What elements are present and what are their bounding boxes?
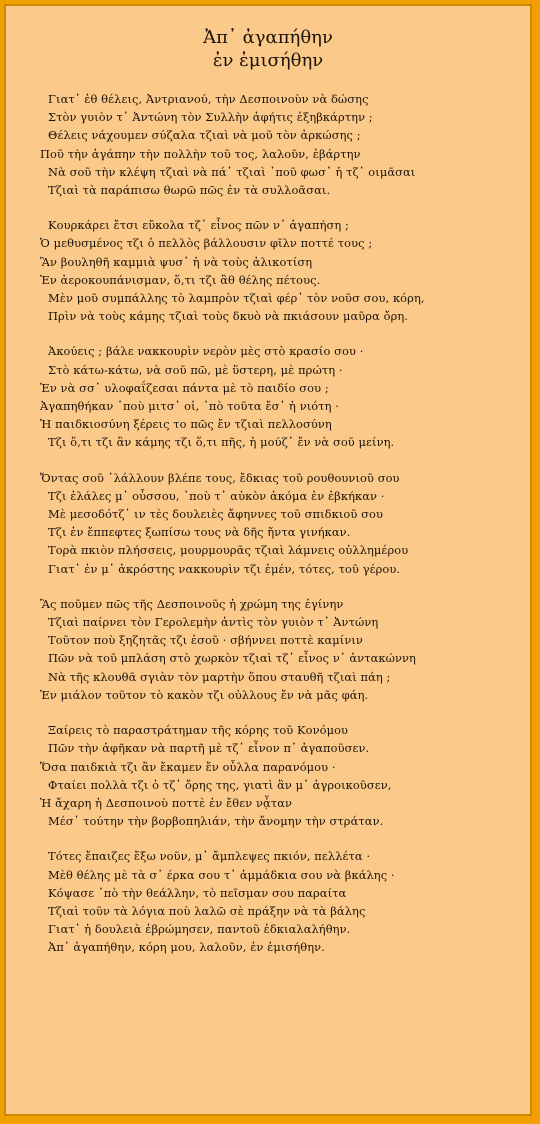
verse-line: Θέλεις νάχουμεν σύζαλα τζιαὶ νὰ μοῦ τὸν ἀρκώσης ;	[48, 128, 361, 143]
verse-line: Πῶν τὴν ἀφῆκαν νὰ παρτῆ μὲ τζ᾽ εἶνον π᾽ ἀγαποῦσεν.	[48, 741, 370, 756]
stanza-7	[6, 847, 530, 956]
verse-line: Ἀπ᾽ ἀγαπήθην, κόρη μου, λαλοῦν, ἐν ἐμισήθην.	[48, 940, 325, 955]
verse-line: Φταίει πολλὰ τζι ὁ τζ᾽ ὄρης της, γιατὶ ἂν μ᾽ ἀγροικοῦσεν,	[48, 777, 392, 792]
verse-line: Γιατ᾽ ἐθ θέλεις, Ἀντριανού, τὴν Δεσποινοὺν νὰ δώσης	[48, 92, 369, 106]
poem-page	[6, 6, 530, 1114]
verse-line: Κουρκάρει ἔτσι εὔκολα τζ᾽ εἶνος πῶν ν᾽ ἀγαπήση ;	[48, 218, 349, 233]
verse-line: Στὸν γυιὸν τ᾽ Ἀντώνη τὸν Συλλὴν ἀφήτις ἐξηβκάρτην ;	[48, 110, 373, 125]
verse-line: Γιατ᾽ ἡ δουλειὰ ἐβρώμησεν, παντοῦ ἐδκιαλαλήθην.	[48, 922, 351, 937]
verse-line: Γιατ᾽ ἐν μ᾽ ἀκρόστης νακκουρὶν τζι ἐμέν, τότες, τοῦ γέρου.	[48, 561, 401, 576]
verse-line: Ἂν βουληθῆ καμμιὰ ψυσ᾽ ἡ νὰ τοὺς ἀλικοτίση	[40, 254, 313, 269]
stanza-4	[6, 469, 530, 578]
verse-line: Τζι ἐν ἔππεφτες ξωπίσω τους νὰ δῆς ἤντα γινήκαν.	[48, 525, 351, 540]
verse-line: Στὸ κάτω-κάτω, νὰ σοῦ πῶ, μὲ ὕστερη, μὲ πρώτη ·	[48, 362, 343, 377]
verse-line: Ἐν νὰ σσ᾽ υλοφαΐζεσαι πάντα μὲ τὸ παιδίο σου ;	[40, 380, 329, 395]
title-line-2: ἐν ἐμισήθην	[212, 50, 324, 71]
verse-line: Τζι ὅ,τι τζι ἂν κάμης τζι ὅ,τι πῆς, ἡ μούζ᾽ ἔν νὰ σοῦ μείνη.	[48, 435, 395, 450]
verse-line: Πρὶν νὰ τοὺς κάμης τζιαὶ τοὺς δκυὸ νὰ πκιάσουν μαῦρα ὄρη.	[48, 309, 409, 324]
verse-line: Νὰ τῆς κλουθᾶ σγιὰν τὸν μαρτὴν ὅπου σταυθῆ τζιαὶ πάη ;	[48, 669, 391, 684]
verse-line: Ὅσα παιδκιὰ τζι ἂν ἔκαμεν ἔν οὖλλα παρανόμου ·	[40, 759, 336, 774]
poem-title	[6, 26, 530, 72]
stanza-5	[6, 595, 530, 704]
verse-line: Μὲθ θέλης μὲ τὰ σ᾽ έρκα σου τ᾽ ἀμμάδκια σου νὰ βκάλης ·	[48, 867, 395, 882]
stanza-1	[6, 90, 530, 199]
verse-line: Ἀκούεις ; βάλε νακκουρὶν νερὸν μὲς στὸ κρασίο σου ·	[48, 344, 364, 359]
verse-line: Πῶν νὰ τοῦ μπλάση στὸ χωρκὸν τζιαὶ τζ᾽ εἶνος ν᾽ ἀντακώννη	[48, 651, 416, 666]
verse-line: Ἡ ἄχαρη ἡ Δεσποινοὺ ποττὲ ἐν ἔθεν νᾆταν	[40, 795, 293, 810]
verse-line: Τότες ἔπαιζες ἔξω νοῦν, μ᾽ ἄμπλεψες πκιόν, πελλέτα ·	[48, 849, 371, 864]
verse-line: Ἀγαπηθήκαν ᾽ποὺ μιτσ᾽ οἱ, ᾽πὸ τοῦτα ἔσ᾽ ἡ νιότη ·	[40, 399, 340, 414]
verse-line: Ποῦ τὴν ἀγάπην τὴν πολλὴν τοῦ τος, λαλοῦν, ἐβάρτην	[40, 146, 361, 161]
verse-line: Ὁ μεθυσμένος τζι ὁ πελλὸς βάλλουσιν φῖλν ποττέ τους ;	[40, 236, 373, 251]
verse-line: Μὲν μοῦ συμπάλλης τὸ λαμπρὸν τζιαὶ φέρ᾽ τὸν νοῦσ σου, κόρη,	[48, 291, 425, 306]
verse-line: Τορὰ πκιὸν πλήσσεις, μουρμουρᾶς τζιαὶ λάμνεις οὐλλημέρου	[48, 543, 409, 558]
poem-body	[6, 90, 530, 957]
verse-line: Τζι ἐλάλες μ᾽ οὖσσου, ᾽ποὺ τ᾽ αὐκὸν ἀκόμα ἐν ἐβκήκαν ·	[48, 488, 385, 503]
verse-line: Τζιαὶ τὰ παράπισω θωρῶ πῶς ἐν τὰ συλλοᾶσαι.	[48, 183, 331, 198]
verse-line: Τζιαὶ παίρνει τὸν Γερολεμὴν ἀντὶς τὸν γυιὸν τ᾽ Ἀντώνη	[48, 615, 379, 630]
stanza-3	[6, 342, 530, 451]
verse-line: Τζιαὶ τοῦν τὰ λόγια ποὺ λαλῶ σὲ πράξην νὰ τὰ βάλης	[48, 903, 366, 918]
stanza-2	[6, 216, 530, 325]
verse-line: Μὲ μεσοδότζ᾽ ιν τὲς δουλειὲς ἄφηννες τοῦ σπιδκιοῦ σου	[48, 507, 383, 522]
stanza-6	[6, 721, 530, 830]
verse-line: Μέσ᾽ τούτην τὴν βορβοπηλιάν, τὴν ἄνομην τὴν στράταν.	[48, 814, 384, 829]
verse-line: Τοῦτον ποὺ ξηζητᾶς τζι ἐσοῦ · σβήννει ποττὲ καμίνιν	[48, 633, 363, 648]
verse-line: Ἡ παιδκιοσύνη ξέρεις το πῶς ἔν τζιαὶ πελλοσύνη	[40, 417, 332, 432]
title-line-1: Ἀπ᾽ ἀγαπήθην	[203, 27, 333, 48]
page-frame	[4, 4, 532, 1116]
verse-line: Νὰ σοῦ τὴν κλέψη τζιαὶ νὰ πά᾽ τζιαὶ ᾽ποῦ φωσ᾽ ἡ τζ᾽ οιμᾶσαι	[48, 164, 416, 179]
verse-line: Ἐν μιάλον τοῦτον τὸ κακὸν τζι οὐλλους ἔν νὰ μᾶς φάη.	[40, 687, 369, 702]
verse-line: Ἂς ποῦμεν πῶς τῆς Δεσποινοῦς ἡ χρώμη της ἐγίνην	[40, 596, 344, 611]
verse-line: Ἐν ἀεροκουπάνισμαν, ὅ,τι τζι ἂθ θέλης πέτους.	[40, 272, 321, 287]
verse-line: Κόψασε ᾽πὸ τὴν θεάλλην, τὸ πεῖσμαν σου παραίτα	[48, 885, 347, 900]
verse-line: Ὄντας σοῦ ᾽λάλλουν βλέπε τους, ἔδκιας τοῦ ρουθουνιοῦ σου	[40, 470, 400, 485]
verse-line: Ξαίρεις τὸ παραστράτημαν τῆς κόρης τοῦ Κονόμου	[48, 723, 349, 738]
